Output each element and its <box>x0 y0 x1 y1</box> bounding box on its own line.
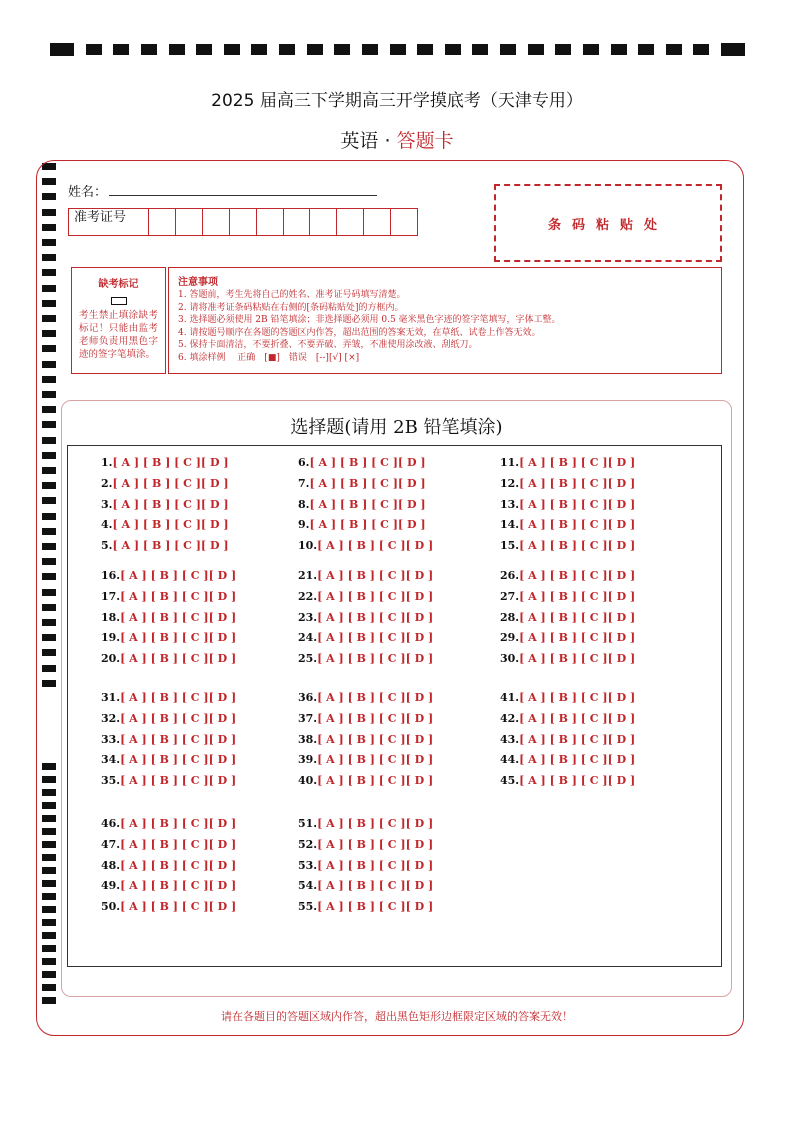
timing-mark <box>528 44 544 55</box>
timing-mark <box>307 44 323 55</box>
question-38[interactable] <box>298 733 433 746</box>
question-4[interactable] <box>101 518 229 531</box>
timing-mark <box>224 44 240 55</box>
question-5[interactable] <box>101 539 229 552</box>
answer-options[interactable]: [ A ] [ B ] [ C ][ D ] <box>317 900 434 914</box>
question-3[interactable] <box>101 498 229 511</box>
question-number: 19. <box>101 631 121 645</box>
timing-mark <box>390 44 406 55</box>
absent-mark-checkbox[interactable] <box>111 297 127 305</box>
question-30[interactable] <box>500 652 635 665</box>
answer-options[interactable]: [ A ] [ B ] [ C ][ D ] <box>519 610 636 624</box>
timing-mark <box>472 44 488 55</box>
question-number: 44. <box>500 753 520 767</box>
question-number: 34. <box>101 753 121 767</box>
question-number: 24. <box>298 631 318 645</box>
absent-mark-box <box>71 267 166 374</box>
subject-title <box>0 126 794 153</box>
answer-options[interactable]: [ A ] [ B ] [ C ][ D ] <box>519 476 636 490</box>
question-number: 36. <box>298 691 318 704</box>
question-number: 43. <box>500 732 520 746</box>
question-number: 2. <box>101 476 113 490</box>
name-label: 姓名： <box>68 185 108 200</box>
exam-id-digit-cell[interactable] <box>149 209 176 235</box>
question-2[interactable] <box>101 477 229 490</box>
question-34[interactable] <box>101 753 236 766</box>
answer-options[interactable]: [ A ] [ B ] [ C ][ D ] <box>519 539 636 553</box>
question-37[interactable] <box>298 712 433 725</box>
answer-options[interactable]: [ A ] [ B ] [ C ][ D ] <box>309 497 426 511</box>
question-22[interactable] <box>298 590 433 603</box>
question-18[interactable] <box>101 611 236 624</box>
title-separator: · <box>384 130 391 152</box>
question-number: 37. <box>298 711 318 725</box>
question-11[interactable] <box>500 456 635 469</box>
timing-mark <box>611 44 627 55</box>
question-46[interactable] <box>101 817 236 830</box>
answer-options[interactable]: [ A ] [ B ] [ C ][ D ] <box>519 774 636 788</box>
notice-title: 注意事项 <box>178 277 218 288</box>
question-31[interactable] <box>101 691 236 704</box>
timing-mark <box>638 44 654 55</box>
answer-options[interactable]: [ A ] [ B ] [ C ][ D ] <box>519 456 636 469</box>
timing-mark <box>50 43 74 56</box>
answer-options[interactable]: [ A ] [ B ] [ C ][ D ] <box>317 774 434 788</box>
timing-mark <box>196 44 212 55</box>
answer-options[interactable]: [ A ] [ B ] [ C ][ D ] <box>317 631 434 645</box>
question-number: 22. <box>298 589 318 603</box>
question-number: 4. <box>101 518 113 532</box>
exam-id-digit-cell[interactable] <box>364 209 391 235</box>
question-52[interactable] <box>298 838 433 851</box>
question-number: 6. <box>298 456 310 469</box>
answer-options[interactable]: [ A ] [ B ] [ C ][ D ] <box>120 879 237 893</box>
choice-section-title: 选择题(请用 2B 铅笔填涂) <box>290 417 503 438</box>
question-14[interactable] <box>500 518 635 531</box>
exam-id-digit-cell[interactable] <box>257 209 284 235</box>
exam-id-digit-cell[interactable] <box>310 209 337 235</box>
question-27[interactable] <box>500 590 635 603</box>
timing-mark <box>417 44 433 55</box>
question-32[interactable] <box>101 712 236 725</box>
question-number: 49. <box>101 879 121 893</box>
question-number: 29. <box>500 631 520 645</box>
notice-item: 3. 选择题必须使用 2B 铅笔填涂；非选择题必须用 0.5 毫米黑色字迹的签字笔填写，字体工整。 <box>178 315 561 326</box>
footer-note: 请在各题目的答题区域内作答，超出黑色矩形边框限定区域的答案无效！ <box>221 1010 573 1023</box>
question-49[interactable] <box>101 879 236 892</box>
top-timing-marks <box>50 43 745 56</box>
question-number: 53. <box>298 858 318 872</box>
question-25[interactable] <box>298 652 433 665</box>
question-20[interactable] <box>101 652 236 665</box>
question-number: 8. <box>298 497 310 511</box>
question-number: 52. <box>298 837 318 851</box>
notice-item: 6. 填涂样例 正确 [■] 错误 [--][√] [×] <box>178 352 360 363</box>
question-number: 5. <box>101 539 113 553</box>
question-number: 25. <box>298 652 318 666</box>
question-45[interactable] <box>500 774 635 787</box>
question-number: 23. <box>298 610 318 624</box>
question-number: 13. <box>500 497 520 511</box>
question-9[interactable] <box>298 518 426 531</box>
answer-options[interactable]: [ A ] [ B ] [ C ][ D ] <box>317 610 434 624</box>
question-number: 46. <box>101 817 121 830</box>
question-55[interactable] <box>298 900 433 913</box>
timing-mark <box>721 43 745 56</box>
answer-options[interactable]: [ A ] [ B ] [ C ][ D ] <box>120 610 237 624</box>
answer-options[interactable]: [ A ] [ B ] [ C ][ D ] <box>519 497 636 511</box>
exam-id-digit-cell[interactable] <box>337 209 364 235</box>
question-number: 3. <box>101 497 113 511</box>
answer-options[interactable]: [ A ] [ B ] [ C ][ D ] <box>519 753 636 767</box>
question-23[interactable] <box>298 611 433 624</box>
question-number: 32. <box>101 711 121 725</box>
answer-options[interactable]: [ A ] [ B ] [ C ][ D ] <box>120 837 237 851</box>
timing-mark <box>362 44 378 55</box>
question-50[interactable] <box>101 900 236 913</box>
question-6[interactable] <box>298 456 426 469</box>
answer-options[interactable]: [ A ] [ B ] [ C ][ D ] <box>309 456 426 469</box>
question-number: 38. <box>298 732 318 746</box>
answer-card-label: 答题卡 <box>396 130 454 152</box>
notice-item: 4. 请按题号顺序在各题的答题区内作答，超出范围的答案无效，在草纸、试卷上作答无效。 <box>178 327 541 338</box>
answer-options[interactable]: [ A ] [ B ] [ C ][ D ] <box>317 539 434 553</box>
answer-options[interactable]: [ A ] [ B ] [ C ][ D ] <box>317 711 434 725</box>
question-number: 30. <box>500 652 520 666</box>
barcode-area <box>494 184 722 262</box>
answer-options[interactable]: [ A ] [ B ] [ C ][ D ] <box>519 569 636 582</box>
answer-options[interactable]: [ A ] [ B ] [ C ][ D ] <box>120 569 237 582</box>
answer-options[interactable]: [ A ] [ B ] [ C ][ D ] <box>317 837 434 851</box>
question-1[interactable] <box>101 456 229 469</box>
answer-options[interactable]: [ A ] [ B ] [ C ][ D ] <box>317 652 434 666</box>
question-39[interactable] <box>298 753 433 766</box>
exam-id-digit-cell[interactable] <box>203 209 230 235</box>
exam-id-digit-cell[interactable] <box>176 209 203 235</box>
answer-options[interactable]: [ A ] [ B ] [ C ][ D ] <box>317 732 434 746</box>
question-number: 55. <box>298 900 318 914</box>
question-number: 16. <box>101 569 121 582</box>
timing-mark <box>555 44 571 55</box>
question-7[interactable] <box>298 477 426 490</box>
answer-options[interactable]: [ A ] [ B ] [ C ][ D ] <box>519 518 636 532</box>
question-number: 28. <box>500 610 520 624</box>
question-48[interactable] <box>101 859 236 872</box>
answer-options[interactable]: [ A ] [ B ] [ C ][ D ] <box>519 732 636 746</box>
question-number: 9. <box>298 518 310 532</box>
timing-mark <box>86 44 102 55</box>
question-number: 18. <box>101 610 121 624</box>
question-number: 1. <box>101 456 113 469</box>
timing-mark <box>279 44 295 55</box>
answer-options[interactable]: [ A ] [ B ] [ C ][ D ] <box>120 900 237 914</box>
exam-id-digit-cell[interactable] <box>391 209 417 235</box>
answer-options[interactable]: [ A ] [ B ] [ C ][ D ] <box>120 774 237 788</box>
answer-options[interactable]: [ A ] [ B ] [ C ][ D ] <box>309 476 426 490</box>
question-number: 45. <box>500 774 520 788</box>
timing-mark <box>141 44 157 55</box>
answer-options[interactable]: [ A ] [ B ] [ C ][ D ] <box>112 497 229 511</box>
question-number: 40. <box>298 774 318 788</box>
question-number: 31. <box>101 691 121 704</box>
question-number: 50. <box>101 900 121 914</box>
question-number: 48. <box>101 858 121 872</box>
answer-options[interactable]: [ A ] [ B ] [ C ][ D ] <box>317 589 434 603</box>
question-24[interactable] <box>298 631 433 644</box>
answer-options[interactable]: [ A ] [ B ] [ C ][ D ] <box>120 691 237 704</box>
question-40[interactable] <box>298 774 433 787</box>
answer-options[interactable]: [ A ] [ B ] [ C ][ D ] <box>317 691 434 704</box>
exam-id-label: 准考证号 <box>69 209 149 235</box>
question-42[interactable] <box>500 712 635 725</box>
question-number: 21. <box>298 569 318 582</box>
question-53[interactable] <box>298 859 433 872</box>
question-13[interactable] <box>500 498 635 511</box>
answer-options[interactable]: [ A ] [ B ] [ C ][ D ] <box>120 652 237 666</box>
exam-id-digit-cell[interactable] <box>230 209 257 235</box>
exam-id-digit-cell[interactable] <box>284 209 311 235</box>
answer-options[interactable]: [ A ] [ B ] [ C ][ D ] <box>519 711 636 725</box>
answer-options[interactable]: [ A ] [ B ] [ C ][ D ] <box>120 753 237 767</box>
question-number: 10. <box>298 539 318 553</box>
answer-options[interactable]: [ A ] [ B ] [ C ][ D ] <box>120 711 237 725</box>
question-51[interactable] <box>298 817 433 830</box>
timing-mark <box>500 44 516 55</box>
question-number: 47. <box>101 837 121 851</box>
answer-options[interactable]: [ A ] [ B ] [ C ][ D ] <box>120 631 237 645</box>
timing-mark <box>113 44 129 55</box>
question-28[interactable] <box>500 611 635 624</box>
question-number: 17. <box>101 589 121 603</box>
question-number: 42. <box>500 711 520 725</box>
question-43[interactable] <box>500 733 635 746</box>
notice-item: 2. 请将准考证条码粘贴在右侧的[条码粘贴处]的方框内。 <box>178 302 404 313</box>
question-36[interactable] <box>298 691 433 704</box>
question-number: 20. <box>101 652 121 666</box>
notice-item: 1. 答题前，考生先将自己的姓名、准考证号码填写清楚。 <box>178 290 406 300</box>
answer-options[interactable]: [ A ] [ B ] [ C ][ D ] <box>309 518 426 532</box>
question-33[interactable] <box>101 733 236 746</box>
question-number: 41. <box>500 691 520 704</box>
answer-options[interactable]: [ A ] [ B ] [ C ][ D ] <box>317 817 434 830</box>
question-number: 26. <box>500 569 520 582</box>
answer-options[interactable]: [ A ] [ B ] [ C ][ D ] <box>317 879 434 893</box>
exam-id-field[interactable] <box>68 208 418 236</box>
barcode-label: 条码粘贴处 <box>547 217 668 233</box>
question-number: 33. <box>101 732 121 746</box>
absent-mark-text: 考生禁止填涂缺考标记！只能由监考老师负责用黑色字迹的签字笔填涂。 <box>79 310 158 360</box>
absent-mark-title: 缺考标记 <box>98 279 139 290</box>
question-15[interactable] <box>500 539 635 552</box>
answer-options[interactable]: [ A ] [ B ] [ C ][ D ] <box>120 589 237 603</box>
timing-mark <box>334 44 350 55</box>
question-number: 11. <box>500 456 520 469</box>
question-47[interactable] <box>101 838 236 851</box>
answer-options[interactable]: [ A ] [ B ] [ C ][ D ] <box>519 691 636 704</box>
page-title: 2025 届高三下学期高三开学摸底考（天津专用） <box>211 91 583 111</box>
subject-name: 英语 <box>340 130 379 152</box>
timing-mark <box>251 44 267 55</box>
question-number: 51. <box>298 817 318 830</box>
question-number: 27. <box>500 589 520 603</box>
question-10[interactable] <box>298 539 433 552</box>
answer-options[interactable]: [ A ] [ B ] [ C ][ D ] <box>112 518 229 532</box>
question-number: 12. <box>500 476 520 490</box>
question-12[interactable] <box>500 477 635 490</box>
question-number: 35. <box>101 774 121 788</box>
question-21[interactable] <box>298 569 433 582</box>
question-54[interactable] <box>298 879 433 892</box>
answer-options[interactable]: [ A ] [ B ] [ C ][ D ] <box>120 732 237 746</box>
timing-mark <box>693 44 709 55</box>
question-number: 54. <box>298 879 318 893</box>
timing-mark <box>583 44 599 55</box>
answer-options[interactable]: [ A ] [ B ] [ C ][ D ] <box>317 858 434 872</box>
answer-options[interactable]: [ A ] [ B ] [ C ][ D ] <box>112 539 229 553</box>
question-44[interactable] <box>500 753 635 766</box>
question-17[interactable] <box>101 590 236 603</box>
answer-options[interactable]: [ A ] [ B ] [ C ][ D ] <box>519 652 636 666</box>
answer-options[interactable]: [ A ] [ B ] [ C ][ D ] <box>112 456 229 469</box>
timing-mark <box>666 44 682 55</box>
answer-options[interactable]: [ A ] [ B ] [ C ][ D ] <box>519 631 636 645</box>
answer-options[interactable]: [ A ] [ B ] [ C ][ D ] <box>519 589 636 603</box>
question-number: 14. <box>500 518 520 532</box>
question-16[interactable] <box>101 569 236 582</box>
answer-options[interactable]: [ A ] [ B ] [ C ][ D ] <box>112 476 229 490</box>
question-number: 7. <box>298 476 310 490</box>
answer-options[interactable]: [ A ] [ B ] [ C ][ D ] <box>120 817 237 830</box>
answer-options[interactable]: [ A ] [ B ] [ C ][ D ] <box>317 569 434 582</box>
question-35[interactable] <box>101 774 236 787</box>
question-8[interactable] <box>298 498 426 511</box>
question-41[interactable] <box>500 691 635 704</box>
question-number: 15. <box>500 539 520 553</box>
answer-options[interactable]: [ A ] [ B ] [ C ][ D ] <box>120 858 237 872</box>
question-19[interactable] <box>101 631 236 644</box>
question-number: 39. <box>298 753 318 767</box>
notice-box <box>168 267 722 374</box>
name-field[interactable] <box>109 195 377 196</box>
timing-mark <box>169 44 185 55</box>
question-29[interactable] <box>500 631 635 644</box>
question-26[interactable] <box>500 569 635 582</box>
answer-options[interactable]: [ A ] [ B ] [ C ][ D ] <box>317 753 434 767</box>
timing-mark <box>445 44 461 55</box>
notice-item: 5. 保持卡面清洁，不要折叠、不要弄破、弄皱，不准使用涂改液、刮纸刀。 <box>178 340 478 351</box>
